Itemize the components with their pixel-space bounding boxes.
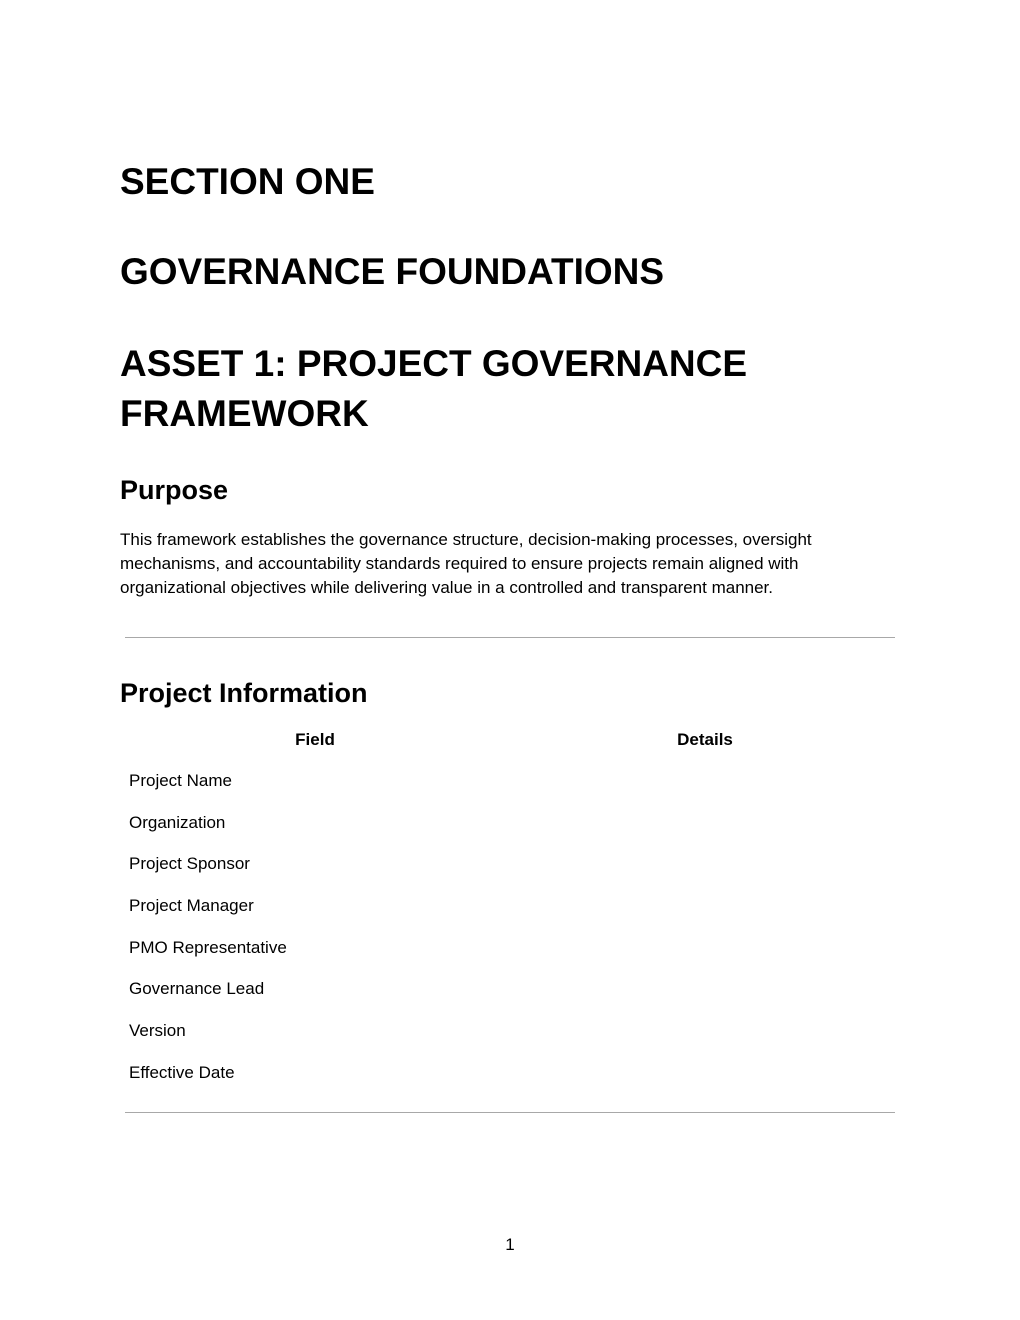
details-cell (510, 802, 900, 844)
page-number: 1 (505, 1235, 515, 1254)
asset-title-line-1: ASSET 1: PROJECT GOVERNANCE (120, 343, 748, 384)
details-cell (510, 1052, 900, 1094)
asset-title-line-2: FRAMEWORK (120, 393, 369, 434)
project-information-heading: Project Information (120, 678, 368, 708)
table-row (120, 1052, 900, 1094)
section-label: SECTION ONE (120, 161, 375, 202)
details-cell (510, 968, 900, 1010)
table-row (120, 760, 900, 802)
section-title: GOVERNANCE FOUNDATIONS (120, 251, 665, 292)
details-cell (510, 927, 900, 969)
divider-bottom (125, 1112, 895, 1113)
table-row (120, 843, 900, 885)
table-row (120, 968, 900, 1010)
column-header-details: Details (677, 730, 733, 749)
table-row (120, 885, 900, 927)
purpose-heading: Purpose (120, 475, 229, 505)
column-header-field: Field (295, 730, 335, 749)
field-cell: Governance Lead (129, 979, 265, 999)
purpose-paragraph: This framework establishes the governance structure, decision-making processes, oversight mechanisms, and accountability standards required to ensure projects remain aligned with organizational objectives while delivering value in a controlled and transparent manner. (120, 530, 812, 597)
divider-top (125, 637, 895, 638)
field-cell: PMO Representative (129, 937, 287, 957)
details-cell (510, 885, 900, 927)
table-header-row (120, 720, 900, 760)
field-cell: Project Manager (129, 895, 254, 915)
table-row (120, 802, 900, 844)
field-cell: Project Sponsor (129, 854, 250, 874)
project-information-table (120, 720, 900, 1094)
details-cell (510, 760, 900, 802)
field-cell: Project Name (129, 770, 232, 790)
table-row (120, 927, 900, 969)
details-cell (510, 1010, 900, 1052)
details-cell (510, 843, 900, 885)
field-cell: Version (129, 1020, 186, 1040)
field-cell: Effective Date (129, 1062, 235, 1082)
field-cell: Organization (129, 812, 226, 832)
table-row (120, 1010, 900, 1052)
